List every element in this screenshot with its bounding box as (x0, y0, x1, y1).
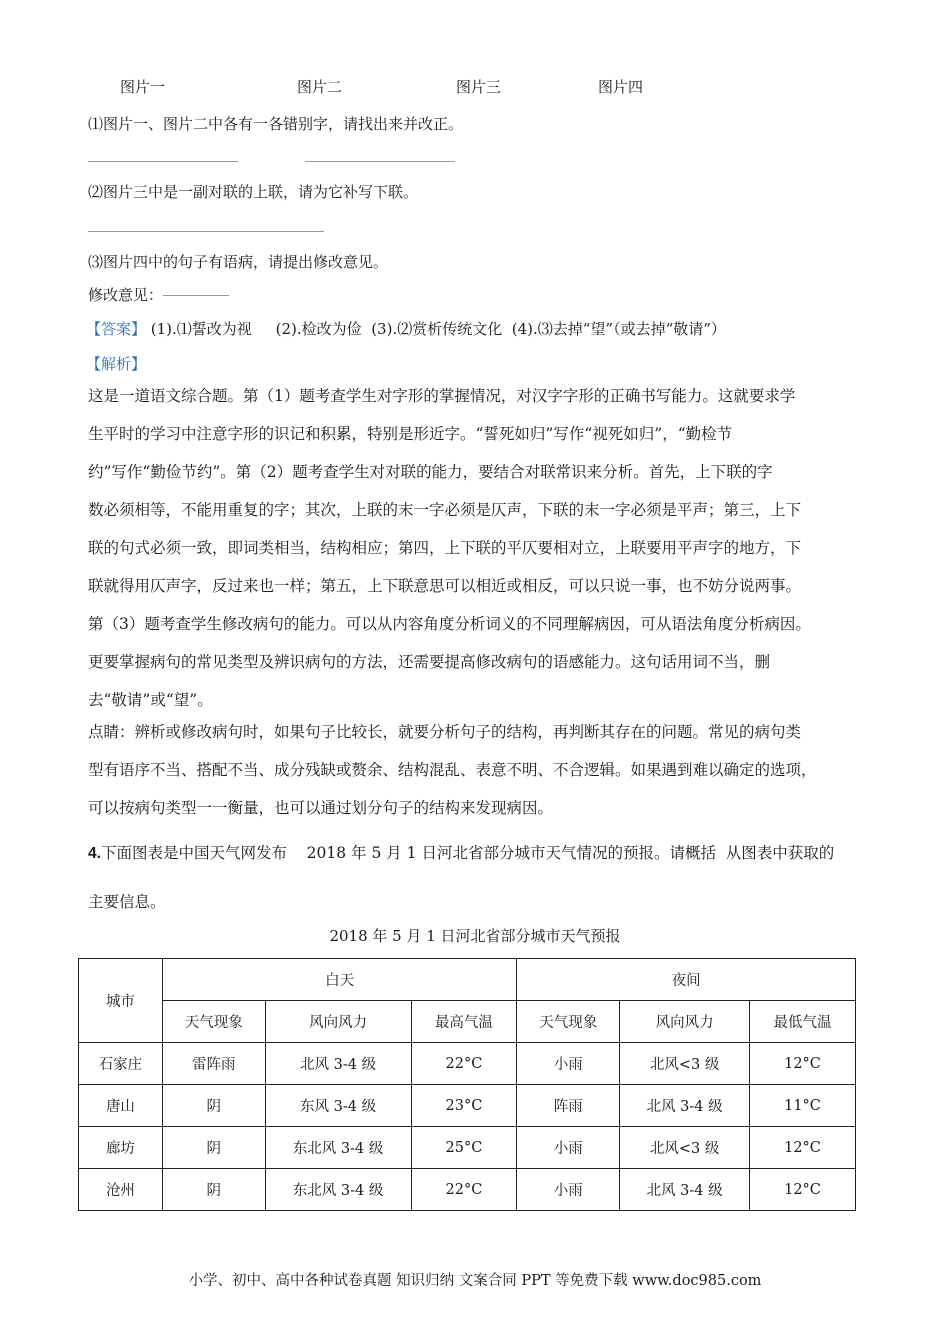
city-header: 城市 (79, 959, 163, 1043)
table-cell: 12°C (750, 1169, 856, 1211)
caption-image-1: 图片一 (120, 78, 166, 96)
column-header: 最高气温 (411, 1001, 517, 1043)
analysis-tag-label: 【解析】 (86, 355, 147, 373)
answer-blank-1 (88, 161, 238, 162)
table-cell: 12°C (750, 1043, 856, 1085)
footer-text: 小学、初中、高中各种试卷真题 知识归纳 文案合同 PPT 等免费下载 www.doc985.com (188, 1273, 762, 1289)
table-row (79, 1169, 856, 1211)
table-cell: 阵雨 (517, 1085, 620, 1127)
table-cell: 小雨 (517, 1169, 620, 1211)
revision-label: 修改意见： (88, 286, 164, 304)
table-subheader-row (79, 1001, 856, 1043)
table-cell: 小雨 (517, 1127, 620, 1169)
answer-blank-3 (88, 231, 324, 232)
question-1: ⑴图片一、图片二中各有一各错别字，请找出来并改正。 (88, 115, 464, 133)
caption-image-3: 图片三 (456, 78, 502, 96)
night-header: 夜间 (517, 959, 856, 1001)
caption-image-4: 图片四 (598, 78, 644, 96)
table-row (79, 1043, 856, 1085)
analysis-body (88, 377, 878, 719)
table-row (79, 1127, 856, 1169)
column-header: 风向风力 (265, 1001, 411, 1043)
table-cell: 22°C (411, 1169, 517, 1211)
analysis-line: 约”写作“勤俭节约”。第（2）题考查学生对对联的能力，要结合对联常识来分析。首先，上下联的字 (88, 463, 773, 481)
analysis-line: 联的句式必须一致，即词类相当，结构相应；第四，上下联的平仄要相对立，上联要用平声字的地方，下 (88, 539, 802, 557)
table-cell: 雷阵雨 (162, 1043, 265, 1085)
analysis-line: 生平时的学习中注意字形的识记和积累，特别是形近字。“誓死如归”写作“视死如归”，“勤检节 (88, 425, 733, 443)
table-cell: 石家庄 (79, 1043, 163, 1085)
dianjing-line: 点睛：辨析或修改病句时，如果句子比较长，就要分析句子的结构，再判断其存在的问题。常见的病句类 (88, 723, 802, 741)
table-cell: 12°C (750, 1127, 856, 1169)
column-header: 天气现象 (517, 1001, 620, 1043)
analysis-line: 这是一道语文综合题。第（1）题考查学生对字形的掌握情况，对汉字字形的正确书写能力。这就要求学 (88, 387, 796, 405)
table-cell: 北风<3 级 (620, 1127, 750, 1169)
table-cell: 北风 3-4 级 (620, 1085, 750, 1127)
analysis-line: 更要掌握病句的常见类型及辨识病句的方法，还需要提高修改病句的语感能力。这句话用词不当，删 (88, 653, 771, 671)
question-4-number: 4. (88, 845, 101, 862)
answer-blank-2 (305, 161, 455, 162)
table-cell: 北风 3-4 级 (265, 1043, 411, 1085)
table-cell: 廊坊 (79, 1127, 163, 1169)
table-cell: 小雨 (517, 1043, 620, 1085)
table-cell: 25°C (411, 1127, 517, 1169)
table-cell: 阴 (162, 1127, 265, 1169)
question-4-line-2: 主要信息。 (88, 893, 166, 911)
table-header-row (79, 959, 856, 1001)
caption-image-2: 图片二 (297, 78, 343, 96)
answer-line (86, 318, 726, 339)
answer-tag: 【答案】 (86, 320, 147, 338)
column-header: 风向风力 (620, 1001, 750, 1043)
analysis-line: 联就得用仄声字，反过来也一样；第五，上下联意思可以相近或相反，可以只说一事，也不妨分说两事。 (88, 577, 802, 595)
table-cell: 东北风 3-4 级 (265, 1127, 411, 1169)
dianjing-body (88, 713, 878, 827)
analysis-line: 数必须相等，不能用重复的字；其次，上联的末一字必须是仄声，下联的末一字必须是平声；第三，上下 (88, 501, 802, 519)
table-cell: 11°C (750, 1085, 856, 1127)
dianjing-line: 型有语序不当、搭配不当、成分残缺或赘余、结构混乱、表意不明、不合逻辑。如果遇到难以确定的选项， (88, 761, 817, 779)
table-cell: 阴 (162, 1085, 265, 1127)
weather-table (78, 958, 856, 1211)
answer-text: (1).⑴誓改为视 (2).检改为俭 (3).⑵赏析传统文化 (4).⑶去掉“望”（或去掉“敬请”） (146, 320, 726, 338)
table-row (79, 1085, 856, 1127)
table-cell: 东风 3-4 级 (265, 1085, 411, 1127)
question-3: ⑶图片四中的句子有语病，请提出修改意见。 (88, 253, 389, 271)
table-title: 2018 年 5 月 1 日河北省部分城市天气预报 (329, 927, 621, 945)
dianjing-line: 可以按病句类型一一衡量，也可以通过划分句子的结构来发现病因。 (88, 799, 554, 817)
table-cell: 22°C (411, 1043, 517, 1085)
question-2: ⑵图片三中是一副对联的上联，请为它补写下联。 (88, 183, 419, 201)
answer-blank-4 (163, 295, 229, 296)
table-cell: 23°C (411, 1085, 517, 1127)
question-4-line-1 (88, 829, 878, 878)
revision-prompt (88, 284, 229, 305)
analysis-tag (86, 353, 146, 374)
table-cell: 北风<3 级 (620, 1043, 750, 1085)
table-cell: 沧州 (79, 1169, 163, 1211)
table-cell: 阴 (162, 1169, 265, 1211)
table-cell: 北风 3-4 级 (620, 1169, 750, 1211)
day-header: 白天 (162, 959, 517, 1001)
analysis-line: 第（3）题考查学生修改病句的能力。可以从内容角度分析词义的不同理解病因，可从语法角度分析病因。 (88, 615, 811, 633)
column-header: 天气现象 (162, 1001, 265, 1043)
table-cell: 东北风 3-4 级 (265, 1169, 411, 1211)
analysis-line: 去“敬请”或“望”。 (88, 691, 213, 709)
question-4-text: 下面图表是中国天气网发布 2018 年 5 月 1 日河北省部分城市天气情况的预报。请概括 从图表中获取的 (100, 844, 835, 862)
table-cell: 唐山 (79, 1085, 163, 1127)
question-4 (88, 829, 878, 926)
column-header: 最低气温 (750, 1001, 856, 1043)
